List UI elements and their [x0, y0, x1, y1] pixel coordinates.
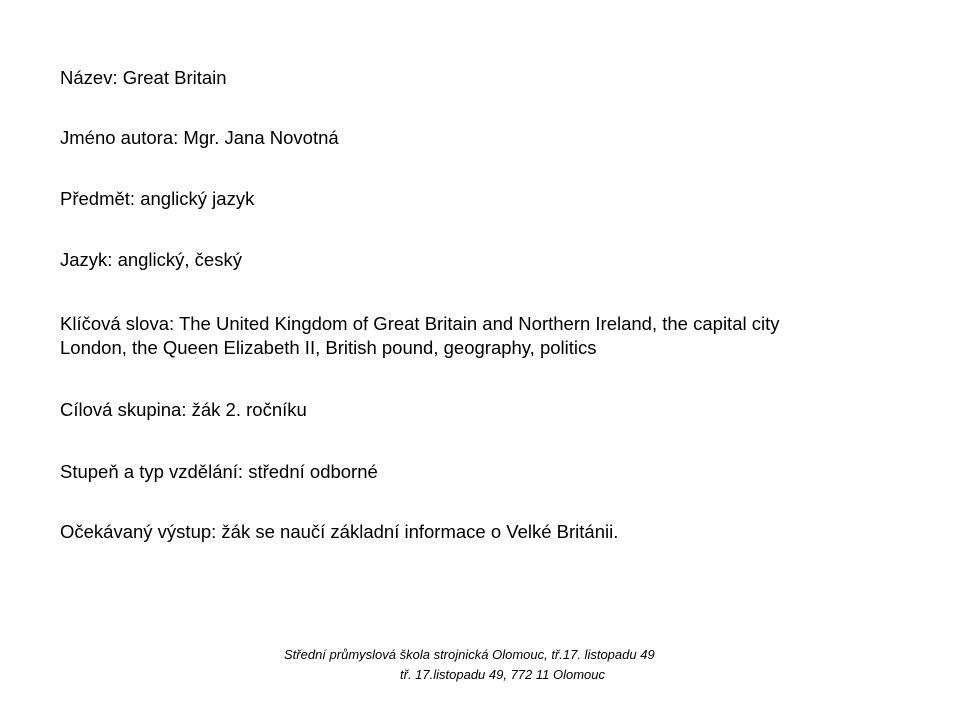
keywords-field-line2: London, the Queen Elizabeth II, British pound, geography, politics [60, 337, 597, 358]
education-field: Stupeň a typ vzdělání: střední odborné [60, 461, 378, 482]
outcome-field: Očekávaný výstup: žák se naučí základní informace o Velké Británii. [60, 521, 619, 542]
target-group-field: Cílová skupina: žák 2. ročníku [60, 399, 307, 420]
title-field: Název: Great Britain [60, 67, 227, 88]
language-field: Jazyk: anglický, český [60, 249, 242, 270]
subject-field: Předmět: anglický jazyk [60, 188, 255, 209]
keywords-field-line1: Klíčová slova: The United Kingdom of Great Britain and Northern Ireland, the capital city [60, 313, 780, 334]
footer-school-address: tř. 17.listopadu 49, 772 11 Olomouc [400, 667, 605, 682]
author-field: Jméno autora: Mgr. Jana Novotná [60, 127, 339, 148]
footer-school-name: Střední průmyslová škola strojnická Olomouc, tř.17. listopadu 49 [284, 647, 655, 662]
